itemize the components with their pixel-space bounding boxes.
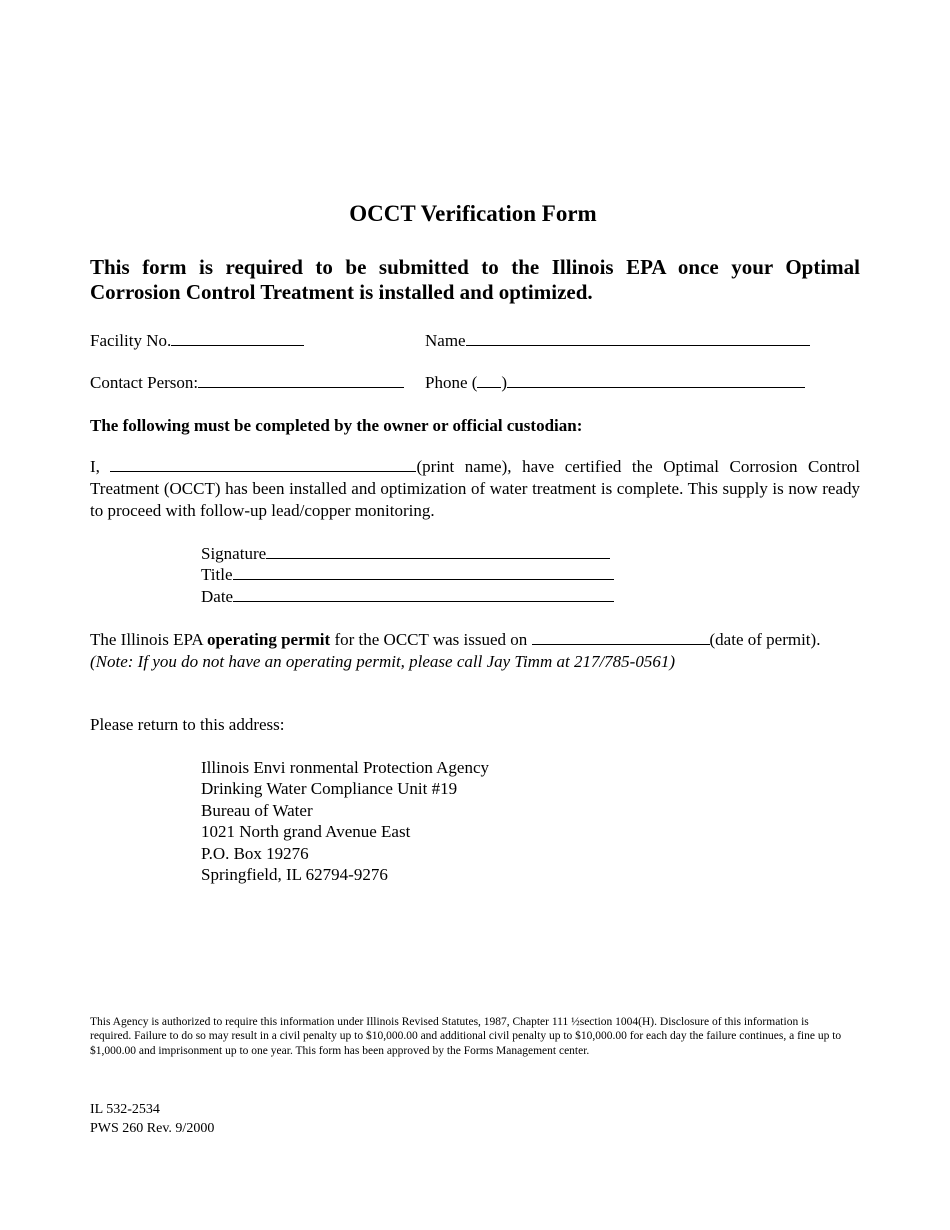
phone-area-code-line[interactable] [477, 372, 501, 388]
title-line[interactable] [233, 564, 614, 580]
facility-label: Facility No. [90, 331, 172, 350]
il-form-number: IL 532-2534 [90, 1102, 160, 1117]
permit-prefix: The Illinois EPA [90, 630, 207, 649]
form-intro: This form is required to be submitted to the Illinois EPA once your Optimal Corrosion Control Treatment is installed and optimized. [90, 255, 860, 304]
signature-line[interactable] [266, 543, 610, 559]
signature-label: Signature [201, 544, 267, 563]
cert-prefix: I, [90, 457, 111, 476]
title-field[interactable] [201, 564, 614, 585]
address-line: P.O. Box 19276 [201, 843, 309, 863]
certification-paragraph [90, 456, 860, 522]
phone-paren-close: ) [501, 373, 508, 392]
permit-paragraph [90, 629, 860, 673]
contact-person-field[interactable] [90, 372, 404, 393]
contact-person-input-line[interactable] [198, 372, 404, 388]
signature-field[interactable] [201, 543, 610, 564]
date-field[interactable] [201, 586, 614, 607]
permit-note: (Note: If you do not have an operating permit, please call Jay Timm at 217/785-0561) [90, 652, 675, 671]
return-address [201, 757, 489, 885]
name-field[interactable] [425, 330, 810, 351]
return-label: Please return to this address: [90, 715, 285, 734]
address-line: 1021 North grand Avenue East [201, 822, 411, 842]
phone-label: Phone ( [425, 373, 478, 392]
address-line: Illinois Envi ronmental Protection Agency [201, 758, 490, 777]
facility-input-line[interactable] [171, 330, 304, 346]
permit-suffix: (date of permit). [709, 630, 821, 649]
phone-field[interactable] [425, 372, 805, 393]
title-label: Title [201, 565, 233, 584]
address-line: Drinking Water Compliance Unit #19 [201, 779, 458, 799]
form-title: OCCT Verification Form [349, 201, 597, 226]
name-label: Name [425, 331, 466, 350]
address-line: Springfield, IL 62794-9276 [201, 865, 388, 885]
form-numbers [90, 1100, 214, 1138]
permit-middle: for the OCCT was issued on [330, 630, 532, 649]
permit-date-line[interactable] [532, 629, 710, 645]
permit-bold: operating permit [206, 630, 331, 649]
owner-heading: The following must be completed by the owner or official custodian: [90, 416, 583, 435]
address-line: Bureau of Water [201, 800, 313, 820]
date-label: Date [201, 587, 234, 606]
phone-number-line[interactable] [507, 372, 805, 388]
name-input-line[interactable] [466, 330, 810, 346]
cert-text: (print name), have certified the Optimal Corrosion Control Treatment (OCCT) has been installed and optimization of water treatment is complete. This supply is now ready to proceed with follow-up lead/copper monitoring. [90, 457, 860, 520]
facility-field[interactable] [90, 330, 304, 351]
legal-disclosure: This Agency is authorized to require this information under Illinois Revised Statutes, 1987, Chapter 111 ½section 1004(H). Disclosure of this information is required. Failure to do so may result in a civil penalty up to $10,000.00 and additional civil penalty up to $10,000.00 for each day the failure continues, a fine up to $1,000.00 and imprisonment up to one year. This form has been approved by the Forms Management center. [90, 1016, 842, 1057]
date-line[interactable] [233, 586, 614, 602]
print-name-line[interactable] [110, 456, 416, 472]
pws-form-number: PWS 260 Rev. 9/2000 [90, 1121, 215, 1136]
contact-person-label: Contact Person: [90, 373, 199, 392]
